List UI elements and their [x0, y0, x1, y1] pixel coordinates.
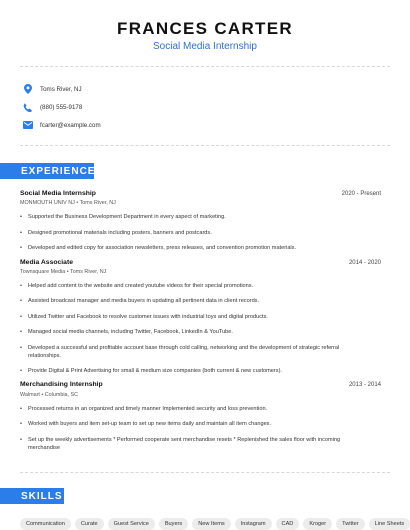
skill-chip: Curate	[75, 518, 104, 530]
job-org-line: MONMOUTH UNIV NJ • Toms River, NJ	[20, 200, 116, 206]
job-location: Toms River, NJ	[70, 269, 107, 275]
skill-chip: New Items	[192, 518, 230, 530]
job-org: Townsquare Media	[20, 269, 66, 275]
list-item: • Assisted broadcast manager and media buyers in updating all pertinent data in client records.	[20, 298, 260, 304]
job-title: Merchandising Internship	[20, 381, 103, 388]
skill-chip: Instagram	[235, 518, 272, 530]
list-item: • Worked with buyers and item set-up team to set up new items daily and maintain all item changes.	[20, 421, 272, 427]
skills-list	[20, 518, 405, 530]
list-item: • Supported the Business Development Department in every aspect of marketing.	[20, 214, 226, 220]
skill-chip: CAD	[276, 518, 300, 530]
experience-heading: EXPERIENCE	[0, 163, 94, 179]
job-title: Media Associate	[20, 259, 74, 266]
list-item: • Developed a successful and profitable account base through cold calling, networking and the development of strategic referral relationships.	[20, 345, 340, 359]
job-org-line: Walmart • Columbia, SC	[20, 392, 79, 398]
list-item: • Set up the weekly advertisements * Performed cooperate sent merchandise resets * Replenished the sales floor with incoming merchandise	[20, 437, 341, 451]
list-item: • Managed social media channels, including Twitter, Facebook, LinkedIn & YouTube.	[20, 329, 233, 335]
list-item: • Utilized Twitter and Facebook to resolve customer issues with industrial toys and digital products.	[20, 314, 268, 320]
contact-location-text: Toms River, NJ	[40, 85, 82, 93]
job-dates: 2014 - 2020	[348, 260, 381, 266]
email-icon	[22, 120, 33, 131]
divider	[20, 66, 390, 67]
phone-icon	[22, 102, 33, 113]
skill-chip: Guest Service	[108, 518, 155, 530]
list-item: • Designed promotional materials including posters, banners and postcards.	[20, 230, 212, 236]
skill-chip: Kroger	[303, 518, 332, 530]
job-org: MONMOUTH UNIV NJ	[20, 200, 75, 206]
candidate-role: Social Media Internship	[153, 41, 257, 52]
contact-email-text[interactable]: fcarter@example.com	[40, 121, 101, 129]
location-pin-icon	[22, 84, 33, 95]
job-org-line: Townsquare Media • Toms River, NJ	[20, 269, 107, 275]
contact-email[interactable]	[22, 118, 101, 132]
job-dates: 2020 - Present	[341, 191, 381, 197]
skill-chip: Line Sheets	[369, 518, 410, 530]
job-location: Columbia, SC	[44, 392, 79, 398]
job-location: Toms River, NJ	[79, 200, 116, 206]
job-org: Walmart	[20, 392, 40, 398]
list-item: • Provide Digital & Print Advertising for small & medium size companies (both current & new customers).	[20, 368, 282, 374]
job-dates: 2013 - 2014	[348, 382, 381, 388]
divider	[20, 145, 390, 146]
contact-location	[22, 82, 82, 96]
skill-chip: Buyers	[159, 518, 188, 530]
candidate-name: FRANCES CARTER	[117, 19, 293, 38]
list-item: • Developed and edited copy for association newsletters, press releases, and convention promotion materials.	[20, 245, 297, 251]
skill-chip: Twitter	[336, 518, 364, 530]
contact-phone-text: (880) 555-9178	[40, 103, 83, 111]
job-title: Social Media Internship	[20, 190, 96, 197]
list-item: • Helped add content to the website and created youtube videos for their special promotions.	[20, 283, 254, 289]
list-item: • Processed returns in an organized and timely manner Implemented security and loss prevention.	[20, 406, 268, 412]
contact-phone	[22, 100, 82, 114]
divider	[20, 472, 390, 473]
skill-chip: Communication	[20, 518, 71, 530]
skills-heading: SKILLS	[0, 488, 64, 504]
